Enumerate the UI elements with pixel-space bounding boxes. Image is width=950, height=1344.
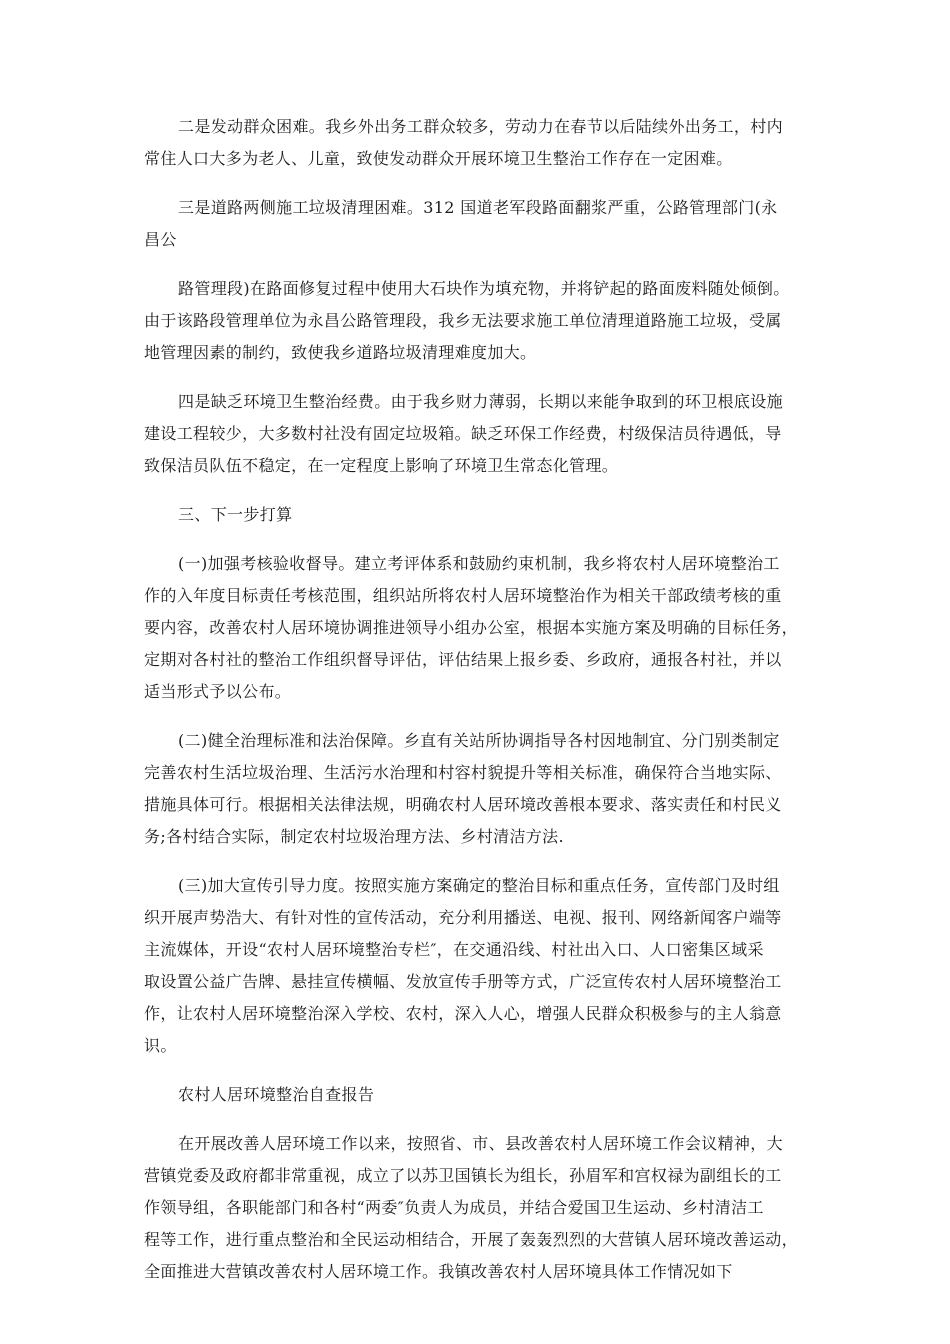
paragraph-report-intro — [144, 1128, 806, 1288]
text-line: 织开展声势浩大、有针对性的宣传活动，充分利用播送、电视、报刊、网络新闻客户端等 — [144, 908, 782, 927]
text-line: 昌公 — [144, 230, 177, 249]
text-line: 作，让农村人居环境整治深入学校、农村，深入人心，增强人民群众积极参与的主人翁意 — [144, 1004, 782, 1023]
text-line: 四是缺乏环境卫生整治经费。由于我乡财力薄弱，长期以来能争取到的环卫根底设施 — [178, 392, 783, 411]
text-line: 完善农村生活垃圾治理、生活污水治理和村容村貌提升等相关标准，确保符合当地实际、 — [144, 763, 782, 782]
text-line: (二)健全治理标准和法治保障。乡直有关站所协调指导各村因地制宜、分门别类制定 — [178, 731, 780, 750]
text-line: 作的入年度目标责任考核范围，组织站所将农村人居环境整治作为相关干部政绩考核的重 — [144, 586, 782, 605]
text-line: 由于该路段管理单位为永昌公路管理段，我乡无法要求施工单位清理道路施工垃圾，受属 — [144, 311, 782, 330]
text-line: 路管理段)在路面修复过程中使用大石块作为填充物，并将铲起的路面废料随处倾倒。 — [178, 279, 790, 298]
report-title — [144, 1079, 806, 1111]
paragraph-funding — [144, 386, 806, 482]
text-line: 程等工作，进行重点整治和全民运动相结合，开展了轰轰烈烈的大营镇人居环境改善运动， — [144, 1230, 799, 1249]
text-line: 作领导组，各职能部门和各村“两委″负责人为成员，并结合爱国卫生运动、乡村清洁工 — [144, 1198, 764, 1217]
text-line: 三是道路两侧施工垃圾清理困难。312 国道老军段路面翻浆严重，公路管理部门(永 — [178, 198, 778, 217]
text-line: 定期对各村社的整治工作组织督导评估，评估结果上报乡委、乡政府，通报各村社，并以 — [144, 650, 782, 669]
text-line: 务;各村结合实际，制定农村垃圾治理方法、乡村清洁方法. — [144, 827, 564, 846]
text-line: 措施具体可行。根据相关法律法规，明确农村人居环境改善根本要求、落实责任和村民义 — [144, 795, 782, 814]
text-line: 要内容，改善农村人居环境协调推进领导小组办公室，根据本实施方案及明确的目标任务， — [144, 618, 799, 637]
paragraph-mobilization — [144, 111, 806, 175]
paragraph-road-management — [144, 273, 806, 369]
text-line: 二是发动群众困难。我乡外出务工群众较多，劳动力在春节以后陆续外出务工，村内 — [178, 117, 783, 136]
heading-text: 三、下一步打算 — [178, 505, 293, 524]
paragraph-standards — [144, 725, 806, 853]
text-line: 全面推进大营镇改善农村人居环境工作。我镇改善农村人居环境具体工作情况如下 — [144, 1262, 733, 1281]
text-line: 营镇党委及政府都非常重视，成立了以苏卫国镇长为组长，孙眉军和宫权禄为副组长的工 — [144, 1166, 782, 1185]
document-page — [144, 111, 806, 1305]
text-line: 在开展改善人居环境工作以来，按照省、市、县改善农村人居环境工作会议精神，大 — [178, 1134, 783, 1153]
text-line: (三)加大宣传引导力度。按照实施方案确定的整治目标和重点任务，宣传部门及时组 — [178, 876, 780, 895]
text-line: 建设工程较少，大多数村社没有固定垃圾箱。缺乏环保工作经费，村级保洁员待遇低，导 — [144, 424, 782, 443]
text-line: 致保洁员队伍不稳定，在一定程度上影响了环境卫生常态化管理。 — [144, 456, 619, 475]
text-line: 常住人口大多为老人、儿童，致使发动群众开展环境卫生整治工作存在一定困难。 — [144, 149, 733, 168]
paragraph-road-waste — [144, 192, 806, 256]
paragraph-publicity — [144, 870, 806, 1062]
text-line: 取设置公益广告牌、悬挂宣传横幅、发放宣传手册等方式，广泛宣传农村人居环境整治工 — [144, 972, 782, 991]
text-line: (一)加强考核验收督导。建立考评体系和鼓励约束机制，我乡将农村人居环境整治工 — [178, 554, 780, 573]
text-line: 地管理因素的制约，致使我乡道路垃圾清理难度加大。 — [144, 343, 537, 362]
paragraph-assessment — [144, 548, 806, 708]
title-text: 农村人居环境整治自查报告 — [178, 1085, 375, 1104]
section-heading-next-steps — [144, 499, 806, 531]
text-line: 适当形式予以公布。 — [144, 682, 292, 701]
text-line: 识。 — [144, 1036, 177, 1055]
text-line: 主流媒体，开设“农村人居环境整治专栏″，在交通沿线、村社出入口、人口密集区域采 — [144, 940, 764, 959]
